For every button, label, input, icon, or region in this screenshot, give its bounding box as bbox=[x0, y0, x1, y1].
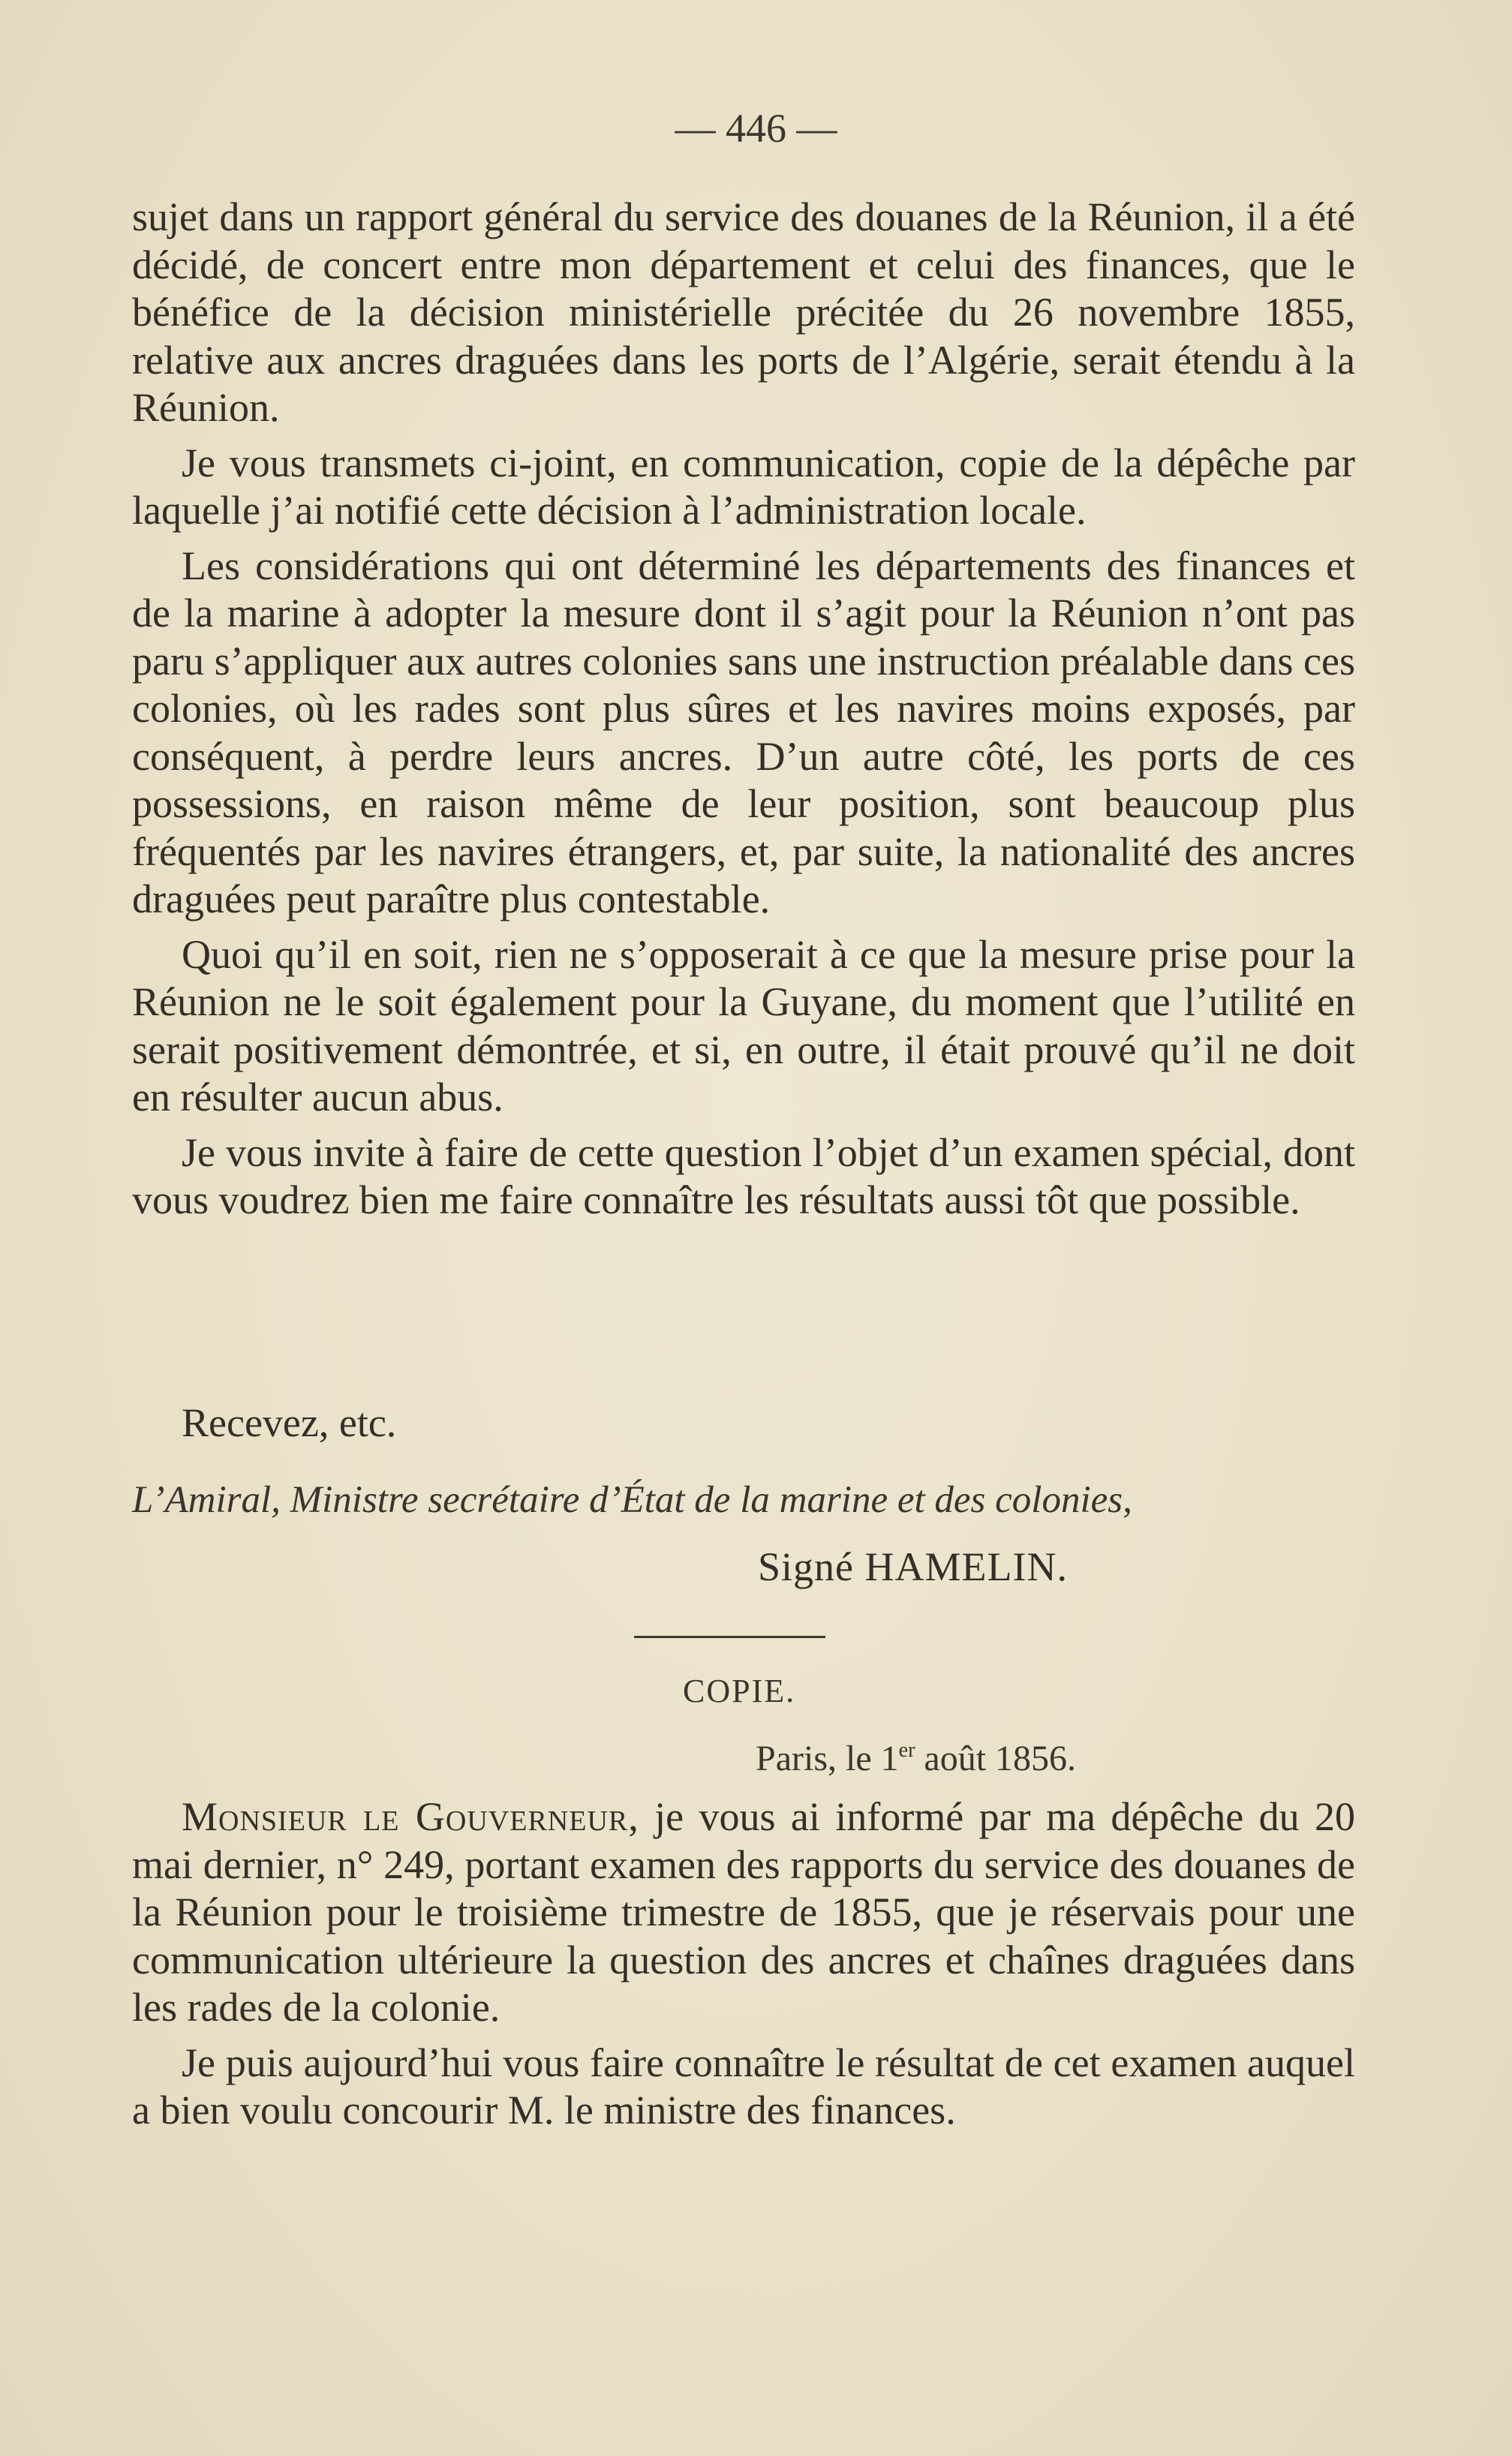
page-number: — 446 — bbox=[675, 106, 837, 151]
paragraph-invitation: Je vous invite à faire de cette question l’objet d’un examen spécial, dont vous voudrez bien me faire connaître les résultats aussi tôt que possible. bbox=[132, 1129, 1355, 1222]
section-divider bbox=[634, 1636, 825, 1638]
letter-body bbox=[132, 194, 1355, 1225]
signatory-title: L’Amiral, Ministre secrétaire d’État de la marine et des colonies, bbox=[132, 1479, 1132, 1521]
dateline bbox=[756, 1738, 1076, 1779]
dateline-prefix: Paris, le 1 bbox=[756, 1739, 899, 1778]
salutation: Monsieur le Gouverneur, bbox=[182, 1794, 639, 1839]
closing-formula: Recevez, etc. bbox=[182, 1400, 397, 1445]
copy-heading: COPIE. bbox=[683, 1673, 796, 1709]
paragraph-transmission: Je vous transmets ci-joint, en communication, copie de la dépêche par laquelle j’ai notifié cette décision à l’administration locale. bbox=[132, 440, 1355, 533]
paragraph-copy-first bbox=[132, 1793, 1355, 2032]
paragraph-copy-second: Je puis aujourd’hui vous faire connaître le résultat de cet examen auquel a bien voulu concourir M. le ministre des finances. bbox=[132, 2040, 1355, 2133]
paragraph-continuation: sujet dans un rapport général du service des douanes de la Réunion, il a été décidé, de concert entre mon département et celui des finances, que le bénéfice de la décision ministérielle précitée du 26 novembre 1855, relative aux ancres draguées dans les ports de l’Algérie, serait étendu à la Réunion. bbox=[132, 194, 1355, 430]
paragraph-considerations: Les considérations qui ont déterminé les départements des finances et de la marine à adopter la mesure dont il s’agit pour la Réunion n’ont pas paru s’appliquer aux autres colonies sans une instruction préalable dans ces colonies, où les rades sont plus sûres et les navires moins exposés, par conséquent, à perdre leurs ancres. D’un autre côté, les ports de ces possessions, en raison même de leur position, sont beaucoup plus fréquentés par les navires étrangers, et, par suite, la nationalité des ancres draguées peut paraître plus contestable. bbox=[132, 543, 1355, 921]
paragraph-copy-first-text: je vous ai informé par ma dépêche du 20 mai dernier, n° 249, portant examen des rapports du service des douanes de la Réunion pour le troisième trimestre de 1855, que je réservais pour une communication ultérieure la question des ancres et chaînes draguées dans les rades de la colonie. bbox=[132, 1794, 1356, 2030]
paragraph-guyane: Quoi qu’il en soit, rien ne s’opposerait à ce que la mesure prise pour la Réunion ne le soit également pour la Guyane, du moment que l’utilité en serait positivement démontrée, et si, en outre, il était prouvé qu’il ne doit en résulter aucun abus. bbox=[132, 931, 1355, 1120]
dateline-suffix: août 1856. bbox=[915, 1739, 1077, 1778]
copy-body bbox=[132, 1793, 1355, 2135]
signatory-name: Signé HAMELIN. bbox=[758, 1544, 1068, 1589]
dateline-ordinal: er bbox=[898, 1739, 915, 1762]
